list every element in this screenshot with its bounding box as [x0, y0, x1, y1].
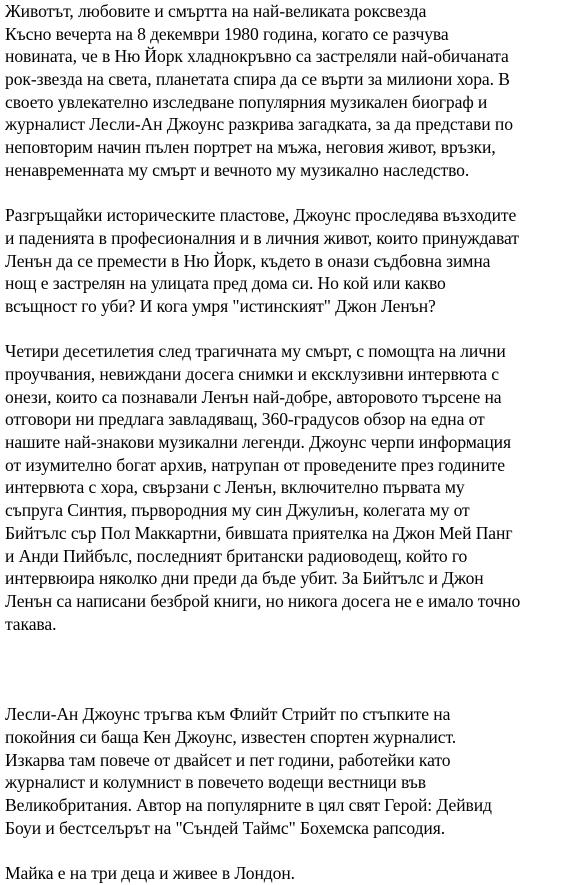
text-line: отговори ни предлага завладяващ, 360-градусов обзор на една от [5, 409, 485, 430]
text-line: Великобритания. Автор на популярните в цял свят Герой: Дейвид [5, 795, 492, 815]
text-line: всъщност го уби? И кога умря "истинският" Джон Ленън? [5, 295, 436, 316]
description-paragraph-2 [5, 204, 577, 317]
text-line: Четири десетилетия след трагичната му смърт, с помощта на лични [5, 341, 506, 362]
text-line: Късно вечерта на 8 декември 1980 година, когато се разчува [5, 23, 449, 44]
text-line: Изкарва там повече от двайсет и пет години, работейки като [5, 749, 451, 770]
text-line: интервюира няколко дни преди да бъде убит. За Бийтълс и Джон [5, 568, 484, 589]
description-paragraph-1 [5, 23, 577, 182]
document-title: Животът, любовите и смъртта на най-великата роксвезда [5, 1, 427, 21]
text-line: Боуи и бестселърът на "Съндей Таймс" Бохемска рапсодия. [5, 817, 446, 838]
text-line: Лесли-Ан Джоунс тръгва към Флийт Стрийт по стъпките на [5, 704, 451, 725]
text-line: Бийтълс сър Пол Маккартни, бившата приятелка на Джон Мей Панг [5, 522, 513, 543]
text-line: и Анди Пийбълс, последният британски радиоводещ, който го [5, 545, 468, 566]
text-line: интервюта с хора, свързани с Ленън, включително първата му [5, 477, 465, 498]
text-line: журналист и колумнист в повечето водещи вестници във [5, 772, 426, 793]
paragraph-spacer [5, 839, 577, 862]
author-bio-paragraph-2 [5, 862, 577, 885]
text-line: своето увлекателно изследване популярния музикален биограф и [5, 91, 488, 112]
text-line: такава. [5, 613, 57, 634]
text-line: покойния си баща Кен Джоунс, известен спортен журналист. [5, 726, 457, 747]
document [5, 0, 577, 885]
text-line: проучвания, невиждани досега снимки и ексклузивни интервюта с [5, 364, 499, 384]
text-line: Ленън да се премести в Ню Йорк, където в онази съдбовна зимна [5, 250, 491, 271]
text-line: съпруга Синтия, първородния му син Джулиън, колегата му от [5, 500, 470, 521]
text-line: ненавременната му смърт и вечното му музикално наследство. [5, 159, 470, 180]
text-line: Майка е на три деца и живее в Лондон. [5, 863, 295, 884]
text-line: нощ е застрелян на улицата пред дома си. Но кой или какво [5, 273, 446, 294]
section-spacer [5, 635, 577, 703]
text-line: и паденията в професионалния и в личния живот, които принуждават [5, 227, 519, 248]
text-line: онези, които са познавали Ленън най-добре, авторовото търсене на [5, 386, 502, 407]
description-paragraph-3 [5, 340, 577, 635]
text-line: новината, че в Ню Йорк хладнокръвно са застреляли най-обичаната [5, 46, 509, 67]
text-line: Ленън са написани безброй книги, но никога досега не е имало точно [5, 590, 521, 611]
author-bio-paragraph-1 [5, 703, 577, 839]
text-line: нашите най-знакови музикални легенди. Джоунс черпи информация [5, 432, 511, 453]
text-line: от изумително богат архив, натрупан от проведените през годините [5, 454, 505, 475]
paragraph-spacer [5, 318, 577, 341]
text-line: неповторим начин пълен портрет на мъжа, неговия живот, връзки, [5, 137, 496, 158]
text-line: рок-звезда на света, планетата спира да се върти за милиони хора. В [5, 69, 510, 90]
paragraph-spacer [5, 182, 577, 205]
text-line: Разгръщайки историческите пластове, Джоунс проследява възходите [5, 205, 517, 226]
text-line: журналист Лесли-Ан Джоунс разкрива загадката, за да представи по [5, 114, 513, 135]
